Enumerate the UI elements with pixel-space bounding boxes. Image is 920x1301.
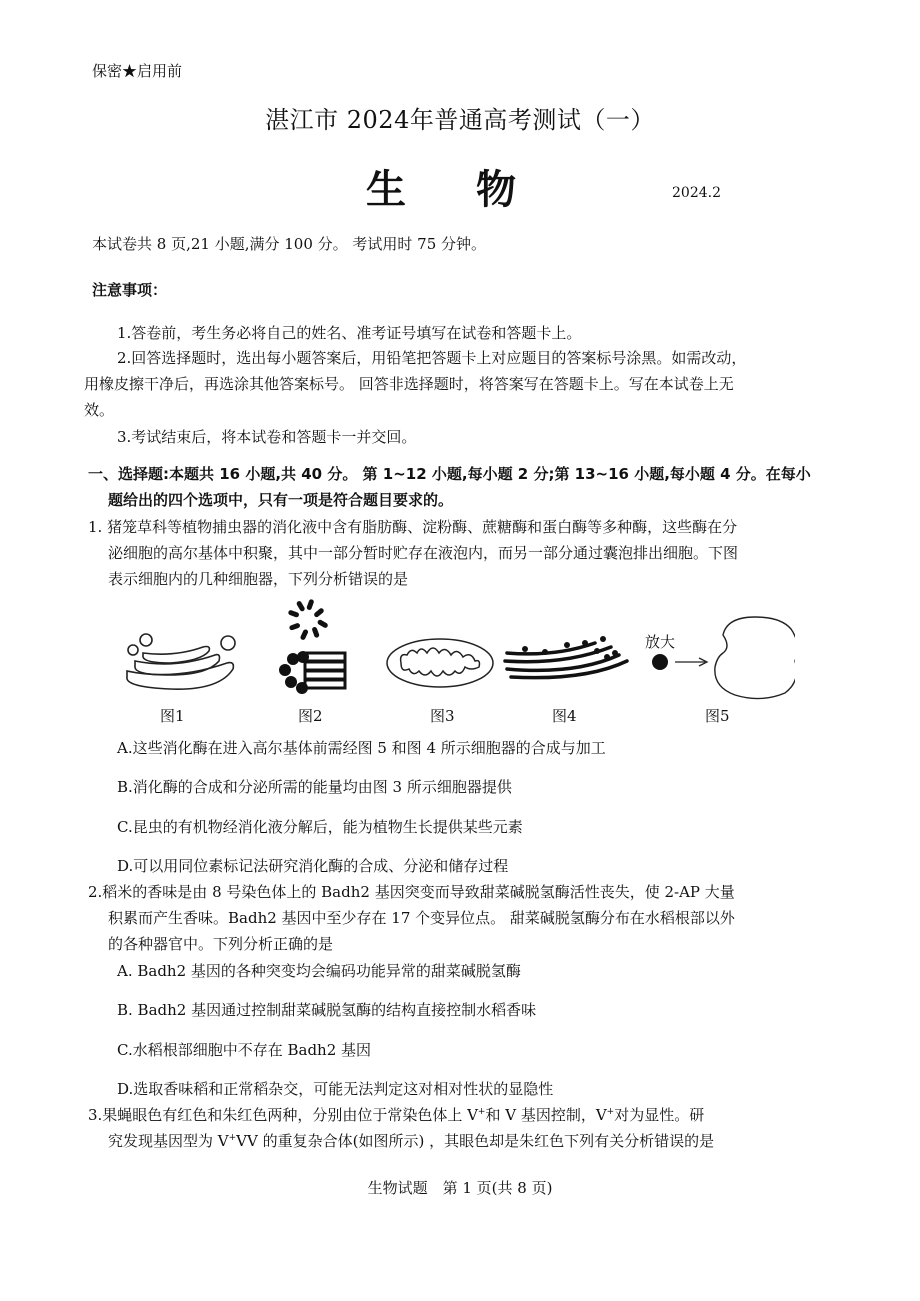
fig-label-4: 图4: [552, 707, 577, 725]
q1-option-c: C.昆虫的有机物经消化液分解后，能为植物生长提供某些元素: [117, 818, 523, 836]
fig-label-1: 图1: [160, 707, 185, 725]
q2-stem-line-3: 的各种器官中。下列分析正确的是: [108, 935, 334, 953]
q2-stem-line-2: 积累而产生香味。Badh2 基因中至少存在 17 个变异位点。 甜菜碱脱氢酶分布在水稻根部以外: [108, 909, 735, 927]
notice-item-2: 2.回答选择题时，选出每小题答案后，用铅笔把答题卡上对应题目的答案标号涂黑。如需改动，: [117, 349, 747, 367]
q2-option-a: A. Badh2 基因的各种突变均会编码功能异常的甜菜碱脱氢酶: [117, 962, 521, 980]
q2-option-d: D.选取香味稻和正常稻杂交，可能无法判定这对相对性状的显隐性: [117, 1080, 554, 1098]
q1-option-a: A.这些消化酶在进入高尔基体前需经图 5 和图 4 所示细胞器的合成与加工: [117, 739, 606, 757]
section-heading: 一、选择题:本题共 16 小题,共 40 分。 第 1~12 小题,每小题 2 分;第 13~16 小题,每小题 4 分。在每小: [88, 465, 811, 483]
fig-label-5: 图5: [705, 707, 730, 725]
ribosome-figure: [652, 617, 795, 699]
golgi-figure: [127, 634, 235, 689]
q1-stem-line-3: 表示细胞内的几种细胞器，下列分析错误的是: [108, 570, 409, 588]
q2-stem-line-1: 2.稻米的香味是由 8 号染色体上的 Badh2 基因突变而导致甜菜碱脱氢酶活性丧失，使 2-AP 大量: [88, 883, 735, 901]
q3-stem-line-1: 3.果蝇眼色有红色和朱红色两种，分别由位于常染色体上 V+和 V 基因控制，V+对为显性。研: [88, 1106, 705, 1124]
confidential-label: 保密★启用前: [92, 62, 183, 80]
mitochondrion-figure: [387, 639, 493, 687]
subject-title: 生物: [366, 167, 586, 213]
q2-option-b: B. Badh2 基因通过控制甜菜碱脱氢酶的结构直接控制水稻香味: [117, 1001, 537, 1019]
fig-label-3: 图3: [430, 707, 455, 725]
notice-heading: 注意事项：: [92, 281, 168, 299]
q3-stem-line-2: 究发现基因型为 V+VV 的重复杂合体(如图所示) ，其眼色却是朱红色下列有关分析错误的是: [108, 1132, 715, 1150]
q2-option-c: C.水稻根部细胞中不存在 Badh2 基因: [117, 1041, 372, 1059]
section-heading-cont: 题给出的四个选项中，只有一项是符合题目要求的。: [108, 491, 454, 509]
exam-title: 湛江市 2024年普通高考测试（一）: [265, 106, 655, 134]
rough-er-figure: [505, 636, 627, 678]
centriole-figure: [279, 599, 345, 694]
notice-item-1: 1.答卷前，考生务必将自己的姓名、准考证号填写在试卷和答题卡上。: [117, 324, 582, 342]
exam-info: 本试卷共 8 页,21 小题,满分 100 分。 考试用时 75 分钟。: [92, 235, 487, 253]
fig-label-2: 图2: [298, 707, 323, 725]
q1-stem-line-1: 1. 猪笼草科等植物捕虫器的消化液中含有脂肪酶、淀粉酶、蔗糖酶和蛋白酶等多种酶，这些酶在分: [88, 518, 738, 536]
notice-item-3: 3.考试结束后，将本试卷和答题卡一并交回。: [117, 428, 417, 446]
notice-item-2-cont: 用橡皮擦干净后，再选涂其他答案标号。 回答非选择题时，将答案写在答题卡上。写在本试卷上无: [84, 375, 734, 393]
q1-stem-line-2: 泌细胞的高尔基体中积聚，其中一部分暂时贮存在液泡内，而另一部分通过囊泡排出细胞。下图: [108, 544, 739, 562]
page-footer: 生物试题 第 1 页(共 8 页): [367, 1179, 553, 1197]
q1-option-d: D.可以用同位素标记法研究消化酶的合成、分泌和储存过程: [117, 857, 509, 875]
figure-drawings: [115, 595, 795, 705]
exam-date: 2024.2: [672, 185, 721, 201]
magnify-label: 放大: [645, 633, 676, 651]
q1-option-b: B.消化酶的合成和分泌所需的能量均由图 3 所示细胞器提供: [117, 778, 512, 796]
notice-item-2-end: 效。: [84, 401, 115, 419]
organelle-figures: [115, 595, 795, 730]
